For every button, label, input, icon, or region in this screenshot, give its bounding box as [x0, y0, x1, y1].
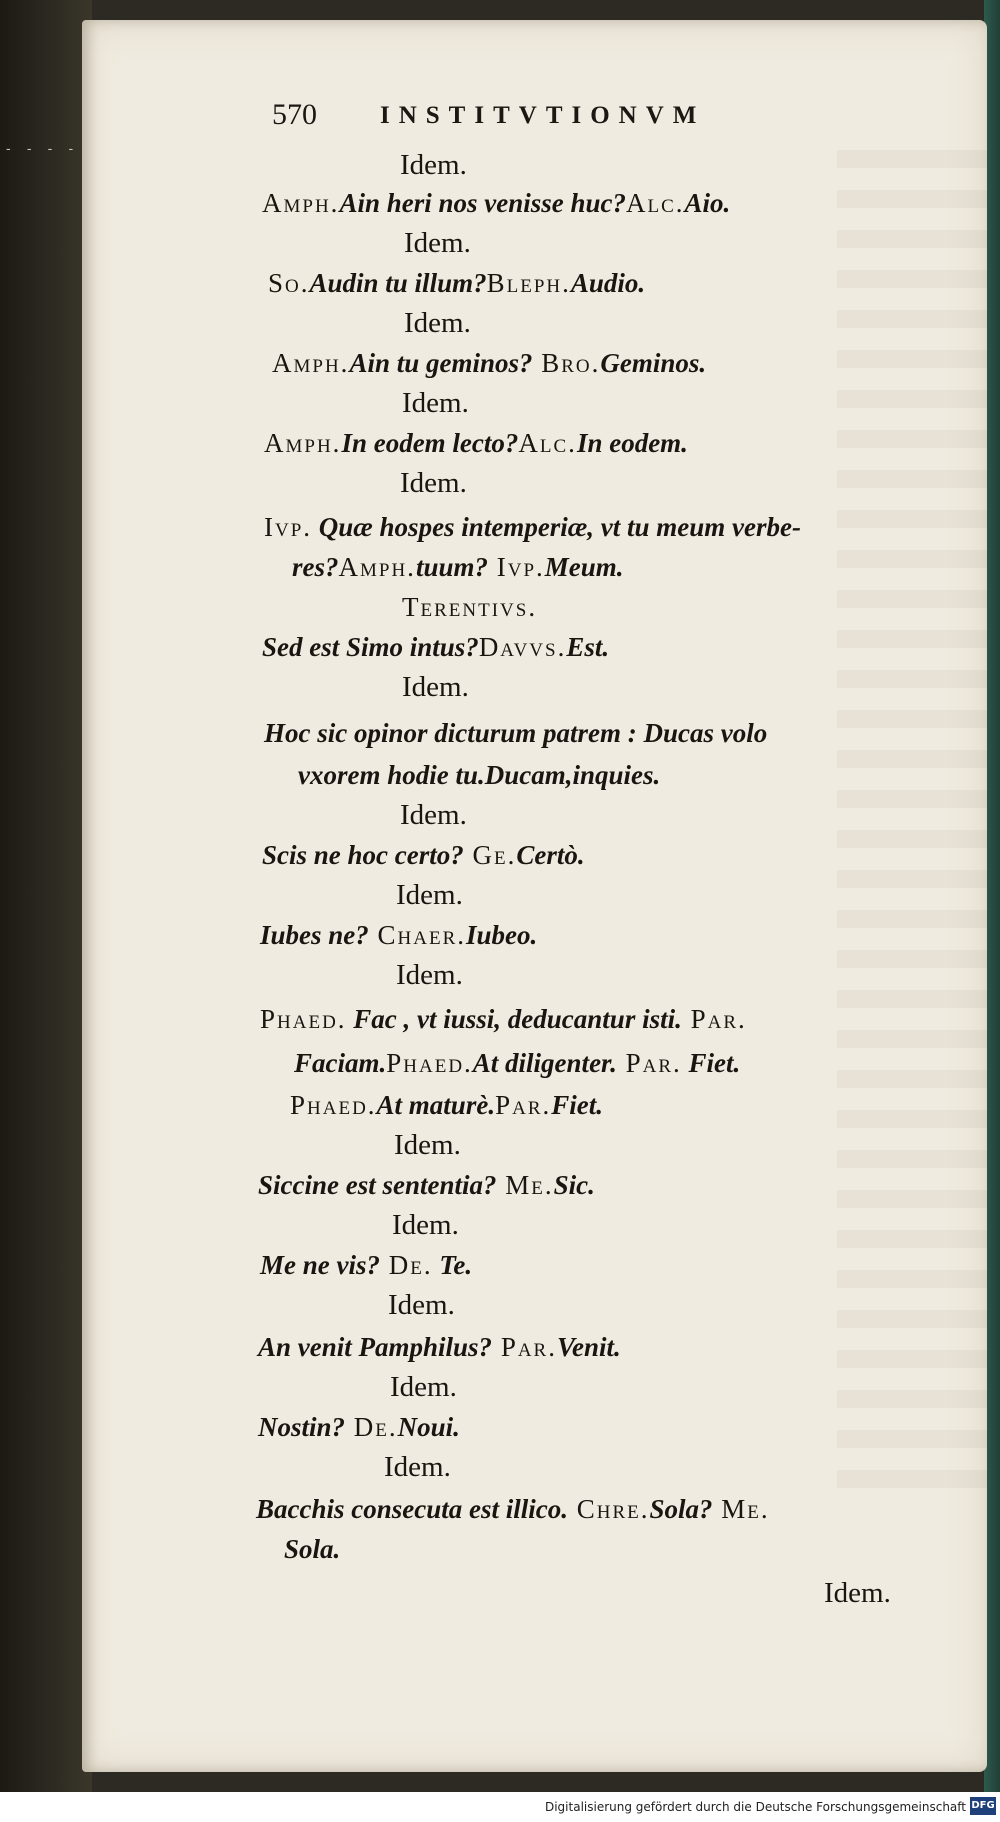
speech-text: Ain tu geminos?: [349, 348, 533, 378]
speech-text: Te.: [432, 1250, 473, 1280]
speaker-label: Amph.: [338, 552, 416, 582]
speaker-label: Me.: [712, 1494, 770, 1524]
speech-text: Meum.: [544, 552, 624, 582]
speech-text: Faciam.: [294, 1048, 387, 1078]
line-idem-15: [824, 1576, 891, 1610]
digitization-footer: [0, 1792, 1000, 1822]
speaker-label: Phaed.: [386, 1048, 473, 1078]
source-label: Idem.: [402, 671, 469, 703]
line-idem-13: [390, 1370, 457, 1404]
footer-credit: Digitalisierung gefördert durch die Deutsche Forschungsgemeinschaft: [544, 1800, 966, 1814]
line-phaed-par-2: [294, 1046, 740, 1080]
speech-text: An venit Pamphilus?: [258, 1332, 493, 1362]
speaker-label: Par.: [495, 1090, 552, 1120]
source-label: Idem.: [392, 1209, 459, 1241]
speaker-label: Amph.: [264, 428, 342, 458]
source-label: Idem.: [390, 1371, 457, 1403]
speaker-label: Ivp.: [264, 512, 313, 542]
speech-text: vxorem hodie tu.Ducam,inquies.: [298, 760, 661, 790]
spine-marks: - - - -: [6, 142, 80, 157]
speaker-label: Par.: [616, 1048, 682, 1078]
line-idem-4: [402, 386, 469, 420]
source-label: Idem.: [404, 307, 471, 339]
source-label: Idem.: [396, 879, 463, 911]
source-label: Idem.: [402, 387, 469, 419]
line-idem-12: [388, 1288, 455, 1322]
line-idem-10: [394, 1128, 461, 1162]
line-sola: [284, 1532, 340, 1566]
line-amph-alc: [262, 186, 730, 220]
speech-text: Fiet.: [551, 1090, 603, 1120]
speech-text: Nostin?: [258, 1412, 346, 1442]
speaker-label: Alc.: [518, 428, 577, 458]
speaker-label: Phaed.: [290, 1090, 377, 1120]
line-nostin-de: [258, 1410, 460, 1444]
line-idem-8: [396, 878, 463, 912]
source-label: Idem.: [400, 149, 467, 181]
source-label: Idem.: [394, 1129, 461, 1161]
speech-text: Me ne vis?: [260, 1250, 380, 1280]
source-label: Idem.: [396, 959, 463, 991]
speech-text: Hoc sic opinor dicturum patrem : Ducas volo: [264, 718, 768, 748]
line-vxorem: [298, 758, 660, 792]
line-so-bleph: [268, 266, 645, 300]
speaker-label: Bro.: [532, 348, 601, 378]
speech-text: Venit.: [556, 1332, 621, 1362]
source-label: Idem.: [400, 799, 467, 831]
speaker-label: Ge.: [463, 840, 517, 870]
speech-text: In eodem.: [576, 428, 688, 458]
speaker-label: Alc.: [626, 188, 685, 218]
source-label: Idem.: [404, 227, 471, 259]
source-label: Idem.: [388, 1289, 455, 1321]
speech-text: Est.: [566, 632, 610, 662]
line-amph-alc-lecto: [264, 426, 688, 460]
speech-text: Iubeo.: [466, 920, 538, 950]
speech-text: Quæ hospes intemperiæ, vt tu meum verbe-: [312, 512, 802, 542]
line-idem-5: [400, 466, 467, 500]
speech-text: In eodem lecto?: [341, 428, 519, 458]
speech-text: Siccine est sententia?: [258, 1170, 497, 1200]
speech-text: Aio.: [684, 188, 731, 218]
line-pamphilus-par: [258, 1330, 621, 1364]
speaker-label: Terentivs.: [402, 592, 538, 622]
speaker-label: Ivp.: [487, 552, 545, 582]
line-scis-ge: [262, 838, 585, 872]
speaker-label: Par.: [492, 1332, 557, 1362]
speech-text: tuum?: [415, 552, 488, 582]
line-idem-2: [404, 226, 471, 260]
speech-text: Audio.: [570, 268, 646, 298]
line-phaed-par-3: [290, 1088, 603, 1122]
line-ivp: [264, 510, 801, 544]
line-idem-1: [400, 148, 467, 182]
line-meneuis-de: [260, 1248, 472, 1282]
source-label: Idem.: [384, 1451, 451, 1483]
speech-text: Iubes ne?: [260, 920, 369, 950]
speech-text: Sola?: [649, 1494, 713, 1524]
speech-text: Geminos.: [600, 348, 707, 378]
speaker-label: De.: [345, 1412, 398, 1442]
running-title: INSTITVTIONVM: [380, 102, 706, 129]
author-terentius: [402, 590, 537, 624]
source-label: Idem.: [824, 1577, 891, 1609]
line-idem-9: [396, 958, 463, 992]
line-idem-14: [384, 1450, 451, 1484]
speaker-label: Amph.: [272, 348, 350, 378]
line-bacchis-chre: [256, 1492, 770, 1526]
book-page: [82, 20, 987, 1772]
source-label: Idem.: [400, 467, 467, 499]
speaker-label: Amph.: [262, 188, 340, 218]
line-ivp-cont: [292, 550, 624, 584]
line-amph-bro: [272, 346, 706, 380]
speaker-label: Bleph.: [486, 268, 571, 298]
speech-text: res?: [292, 552, 339, 582]
speech-text: Fac , vt iussi, deducantur isti.: [346, 1004, 682, 1034]
speech-text: Certò.: [516, 840, 585, 870]
speaker-label: Davvs.: [478, 632, 567, 662]
line-idem-7: [400, 798, 467, 832]
book-binding: [0, 0, 92, 1792]
speech-text: Ain heri nos venisse huc?: [339, 188, 626, 218]
speaker-label: Par.: [681, 1004, 747, 1034]
page-number: 570: [272, 98, 317, 131]
line-siccine-me: [258, 1168, 595, 1202]
speech-text: Bacchis consecuta est illico.: [256, 1494, 568, 1524]
line-phaed-par-1: [260, 1002, 747, 1036]
speaker-label: Me.: [496, 1170, 554, 1200]
line-iubes-chaer: [260, 918, 537, 952]
speech-text: Fiet.: [681, 1048, 741, 1078]
speech-text: Sed est Simo intus?: [262, 632, 479, 662]
dfg-logo: DFG: [970, 1797, 996, 1815]
speech-text: Scis ne hoc certo?: [262, 840, 464, 870]
line-idem-11: [392, 1208, 459, 1242]
speech-text: At diligenter.: [472, 1048, 617, 1078]
speaker-label: De.: [379, 1250, 433, 1280]
speech-text: Noui.: [397, 1412, 460, 1442]
speech-text: Sola.: [284, 1534, 341, 1564]
speaker-label: Chaer.: [368, 920, 466, 950]
speech-text: Audin tu illum?: [309, 268, 487, 298]
speaker-label: Chre.: [567, 1494, 650, 1524]
speech-text: Sic.: [553, 1170, 595, 1200]
line-idem-6: [402, 670, 469, 704]
speaker-label: So.: [268, 268, 310, 298]
speaker-label: Phaed.: [260, 1004, 347, 1034]
speech-text: At maturè.: [376, 1090, 496, 1120]
line-simo-davus: [262, 630, 609, 664]
dialogue-text: [82, 20, 987, 1772]
line-idem-3: [404, 306, 471, 340]
line-hoc-sic: [264, 716, 767, 750]
